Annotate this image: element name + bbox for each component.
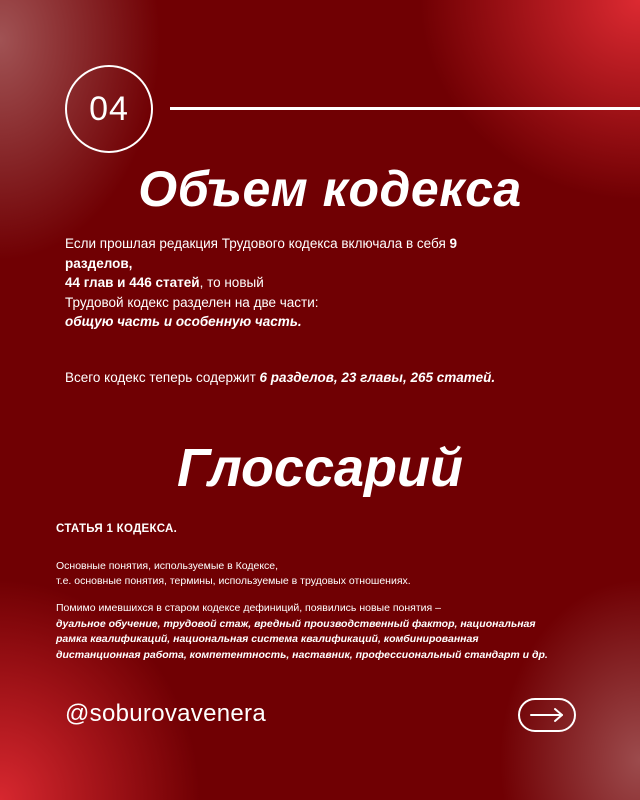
- section-number-badge: [65, 65, 153, 153]
- intro-line-4: Трудовой кодекс разделен на две части:: [65, 294, 319, 310]
- intro-line-5: [65, 312, 545, 332]
- intro-line-3-text: , то новый: [199, 275, 264, 290]
- section-number: 04: [89, 89, 129, 128]
- volume-title: Объем кодекса: [138, 161, 522, 217]
- arrow-right-icon: [529, 707, 565, 723]
- intro-line-1-text: Если прошлая редакция Трудового кодекса включала в себя: [65, 236, 450, 251]
- intro-line-3: [65, 273, 545, 293]
- intro-line-2-bold: разделов,: [65, 255, 133, 271]
- volume-total: [65, 368, 585, 387]
- volume-intro: [65, 234, 545, 332]
- concepts-paragraph: [56, 559, 596, 589]
- author-handle: @soburovavenera: [65, 700, 266, 727]
- intro-line-3-bold: 44 глав и 446 статей: [65, 275, 200, 290]
- article-label: СТАТЬЯ 1 КОДЕКСА.: [56, 523, 178, 535]
- header-divider: [170, 107, 640, 110]
- new-terms-line-2: [56, 632, 616, 648]
- next-button[interactable]: [518, 698, 576, 732]
- new-terms-paragraph: [56, 601, 616, 663]
- intro-line-1: [65, 234, 545, 254]
- new-terms-intro: Помимо имевшихся в старом кодексе дефиниций, появились новые понятия –: [56, 602, 441, 614]
- new-terms-line-3: [56, 648, 616, 664]
- intro-line-1-bold: 9: [449, 236, 458, 251]
- concepts-line-2: т.е. основные понятия, термины, используемые в трудовых отношениях.: [56, 575, 411, 587]
- concepts-line-1: Основные понятия, используемые в Кодексе,: [56, 560, 279, 572]
- glossary-title: Глоссарий: [176, 438, 463, 498]
- new-terms-line-1-text: дуальное обучение, трудовой стаж, вредный производственный фактор, национальная: [56, 617, 536, 630]
- new-terms-line-3-text: дистанционная работа, компетентность, наставник, профессиональный стандарт и др.: [56, 648, 548, 661]
- new-terms-line-2-text: рамка квалификаций, национальная система квалификаций, комбинированная: [56, 633, 479, 645]
- total-text: Всего кодекс теперь содержит: [65, 370, 260, 385]
- intro-line-2: [65, 254, 545, 274]
- total-bold: 6 разделов, 23 главы, 265 статей.: [259, 370, 496, 385]
- new-terms-line-1: [56, 617, 616, 633]
- intro-line-5-bold: общую часть и особенную часть.: [65, 314, 302, 329]
